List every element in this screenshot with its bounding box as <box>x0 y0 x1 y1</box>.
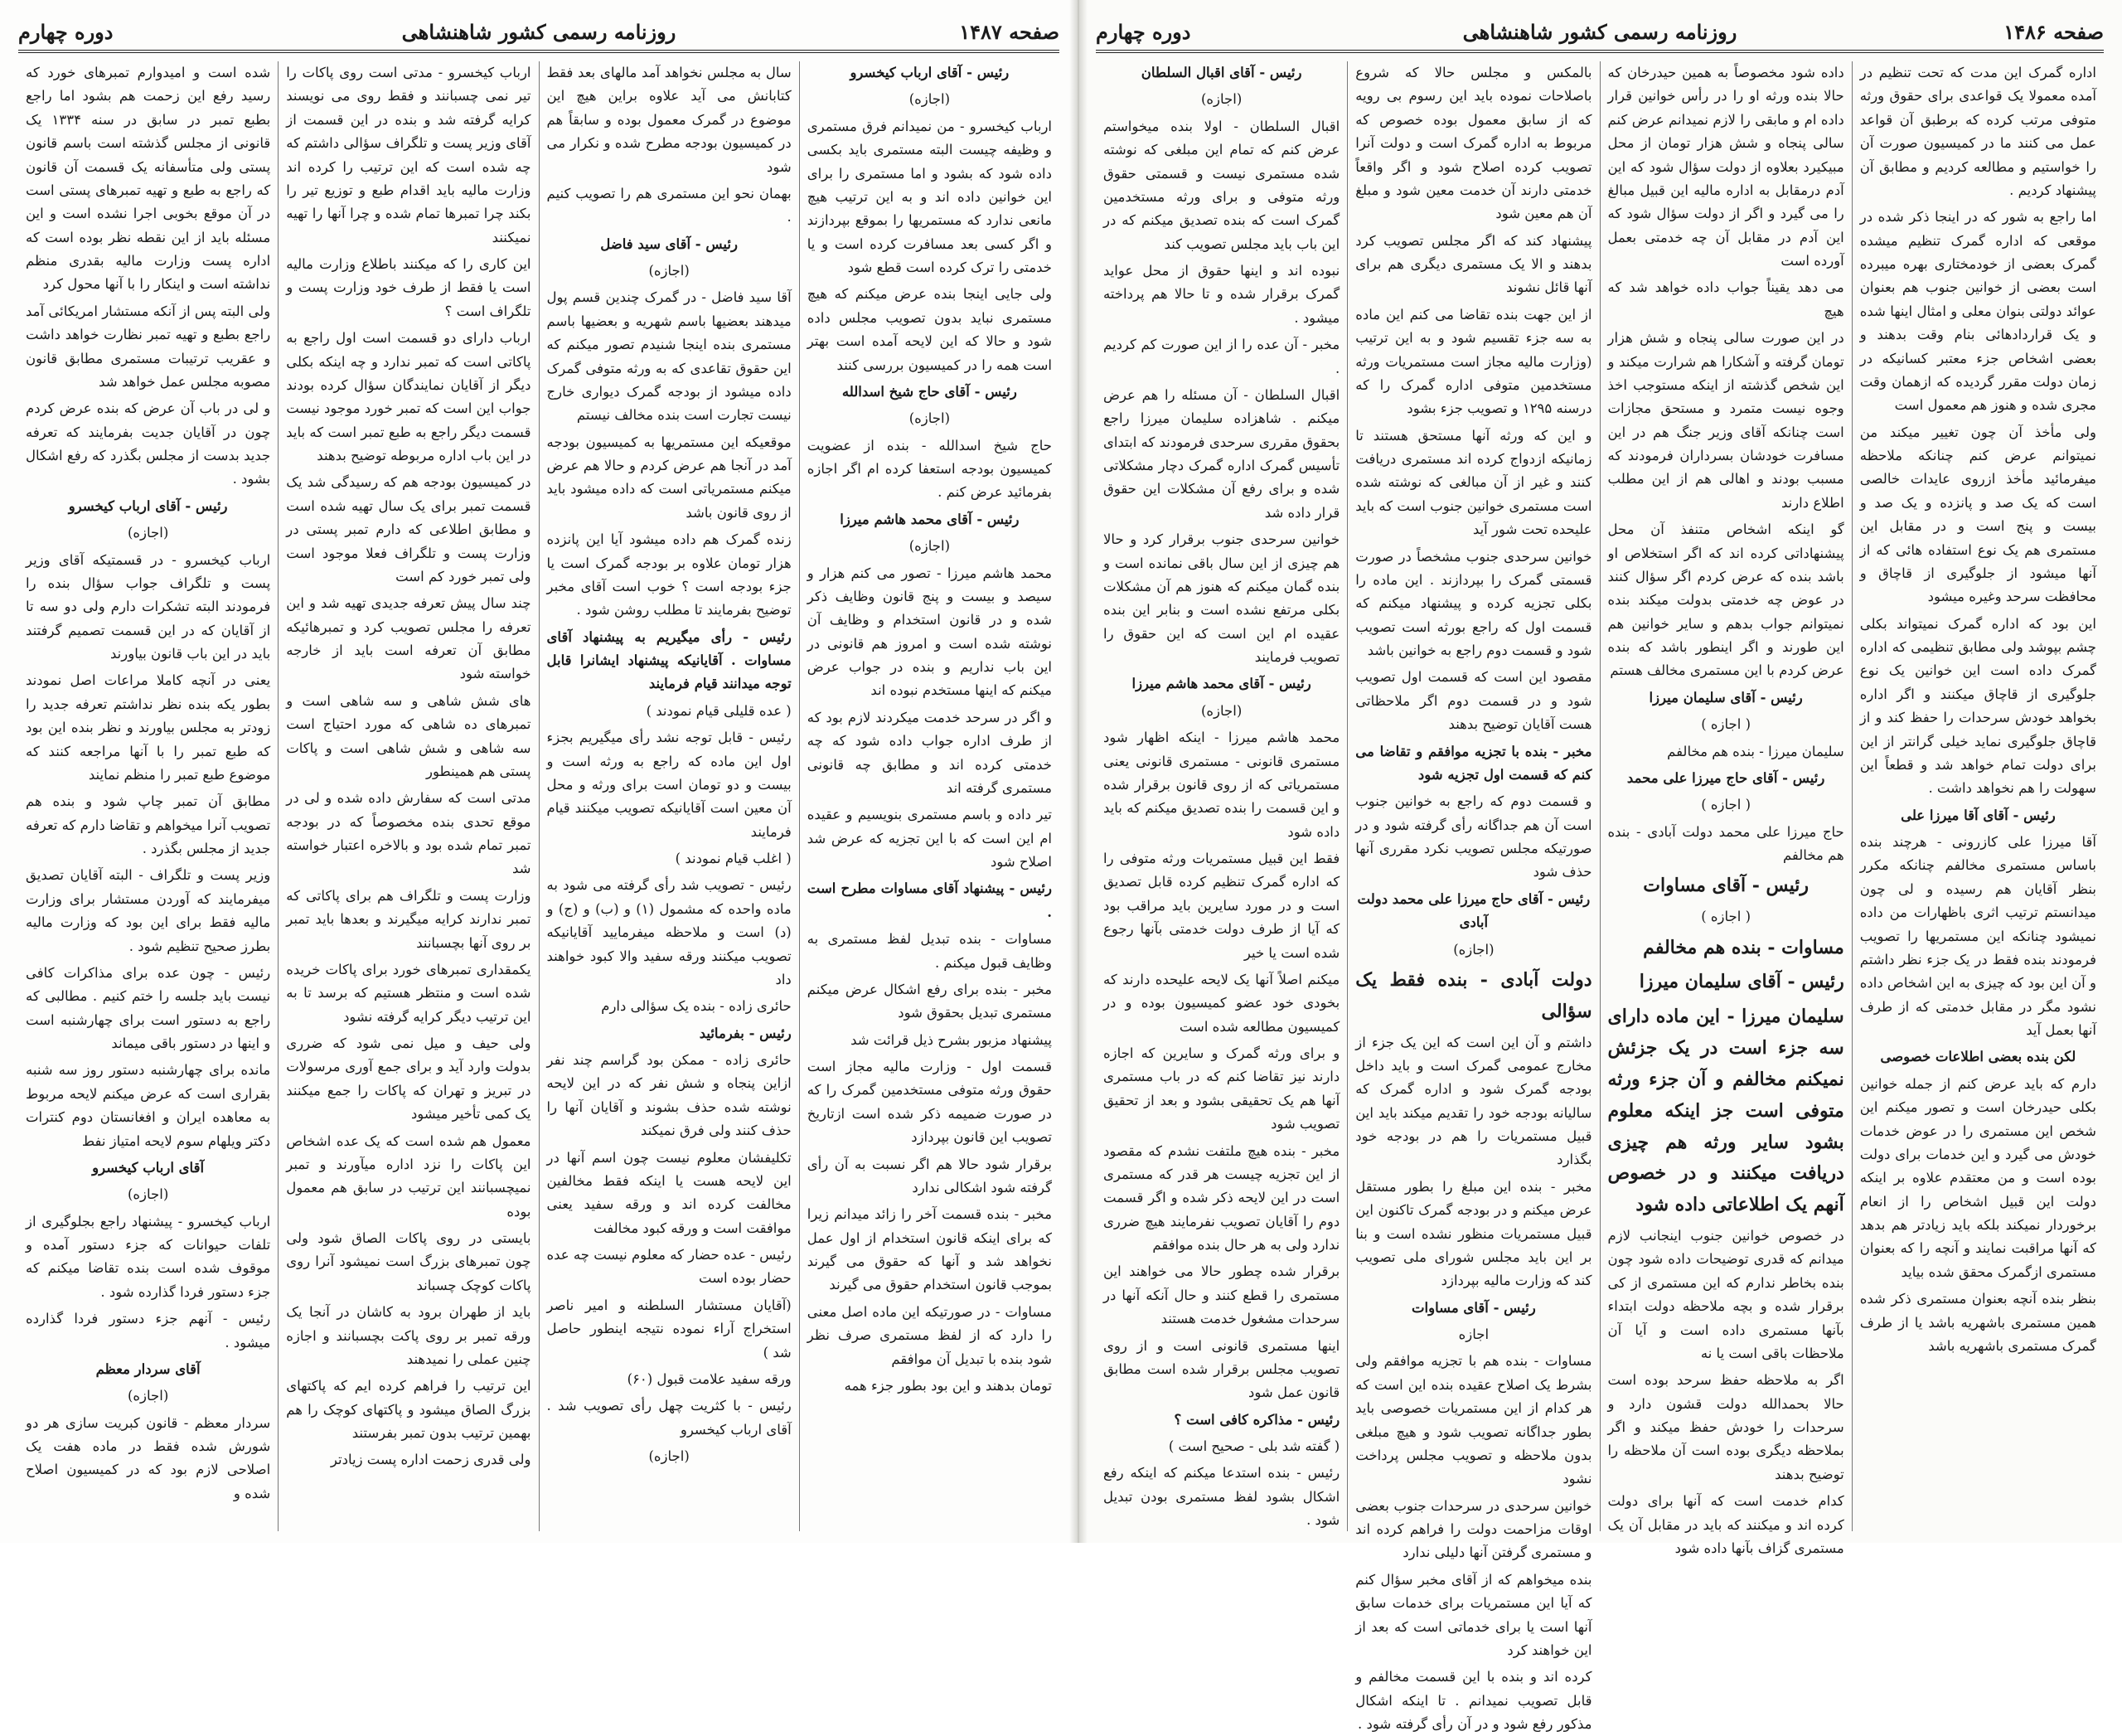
text-paragraph: ( عده قلیلی قیام نمودند ) <box>646 702 792 719</box>
text-paragraph: ولی البته پس از آنکه مستشار امریکائی آمد راجع بطبع و تهیه تمبر نظارت خواهد داشت و عقریب ترتیبات مستمری مطابق قانون مصوبه مجلس عمل خواهد شد <box>26 303 271 390</box>
text-paragraph: رئیس - با کثریت چهل رأی تصویب شد . آقای ارباب کیخسرو <box>546 1398 792 1438</box>
text-paragraph: تیر داده و باسم مستمری بنویسیم و عقیده ام این است که با این تجزیه که عرض شد اصلاح شود <box>807 807 1052 870</box>
text-paragraph: پیشنهاد مزبور بشرح ذیل قرائت شد <box>850 1031 1052 1048</box>
text-paragraph: از این جهت بنده تقاضا می کنم این ماده به سه جزء تقسیم شود و به این ترتیب (وزارت مالیه مجاز است مستمریات ورثه مستخدمین متوفی اداره گمرک را که درسنه ۱۲۹۵ و تصویب جزء بشود <box>1355 306 1592 417</box>
text-paragraph: ارباب کیخسرو - پیشنهاد راجع بجلوگیری از تلفات حیوانات که جزء دستور آمده و موقوف شده است بنده تقاضا میکنم که جزء دستور فردا گذارده شود . <box>26 1213 271 1300</box>
text-paragraph: و لی در باب آن عرض که بنده عرض کردم چون در آقایان جدیت بفرمایند که تعرفه جدید بدست از مجلس بگذرد که رفع اشکال بشود . <box>26 400 271 487</box>
text-paragraph: سلیمان میرزا - بنده هم مخالفم <box>1667 743 1844 759</box>
text-paragraph: بهمان نحو این مستمری هم را تصویب کنیم . <box>546 185 792 225</box>
bold-statement: سلیمان میرزا - این ماده دارای سه جزء است در یک جزئش نمیکنم مخالفم و آن جزء ورثه متوفی است جز اینکه معلوم بشود سایر ورثه هم چیزی دریافت میکنند و در خصوص آنهم یک اطلاعاتی داده شود <box>1607 1006 1844 1216</box>
permission-note: ( اجازه ) <box>1701 797 1751 813</box>
text-paragraph: ولی قدری زحمت اداره پست زیادتر <box>330 1452 531 1468</box>
text-paragraph: مخبر - آن عده را از این صورت کم کردیم . <box>1103 337 1340 376</box>
right-page-number: صفحه ۱۴۸۶ <box>2003 20 2104 44</box>
text-paragraph: معمول هم شده است که یک عده اشخاص این پاکات را نزد اداره میآورند و تمبر نمیچسبانند این ترتیب در سابق هم معمول بوده <box>286 1132 531 1220</box>
permission-note: (اجازه) <box>908 91 951 108</box>
speaker-line: رئیس - آقای محمد هاشم میرزا <box>840 511 1020 527</box>
speaker-line: لکن بنده بعضی اطلاعات خصوصی <box>1880 1049 2076 1065</box>
speaker-line: رئیس - آقای ارباب کیخسرو <box>850 65 1010 80</box>
bold-statement: مساوات - بنده هم مخالفم <box>1643 936 1844 958</box>
page-fold-gutter <box>1069 0 1088 1543</box>
text-paragraph: زنده گمرک هم داده میشود آیا این پانزده هزار تومان علاوه بر بودجه گمرک است یا جزء بودجه است ؟ خوب است آقای مخبر توضیح بفرمایند تا مطلب روشن شود . <box>546 531 792 618</box>
text-paragraph: میکنم اصلاً آنها یک لایحه علیحده دارند که بخودی خود عضو کمیسیون بوده و در کمیسیون مطالعه شده است <box>1103 971 1340 1035</box>
text-paragraph: ولی مأخذ آن چون تغییر میکند من نمیتوانم عرض کنم چنانکه ملاحظه میفرمائید مأخذ ازروی عایدات خالصی است که یک صد و پانزده و یک صد و بیست و پنج است و در مقابل این مستمری هم یک نوع استفاده هائی که از آنها میشود از جلوگیری از قاچاق و محافظت سرحد وغیره میشود <box>1859 424 2096 605</box>
text-paragraph: داده شود مخصوصاً به همین حیدرخان که حالا بنده ورثه او را در رأس خوانین قرار داده ام و مابقی را لازم نمیدانم عرض کنم سالی پنجاه و شش هزار تومان از محل مبیکیرد بعلاوه از دولت سؤال شود که این آدم درمقابل به اداره مالیه این قبیل مبالغ را می گیرد و اگر از دولت سؤال شود که این آدم در مقابل آن چه خدمتی بعمل آورده است <box>1607 65 1844 269</box>
text-paragraph: سردار معظم - قانون کبریت سازی هر دو شورش شده فقط در ماده هفت یک اصلاحی لازم بود که در کمیسیون اصلاح شده و <box>26 1414 271 1501</box>
text-paragraph: بنده میخواهم که از آقای مخبر سؤال کنم که آیا این مستمریات برای خدمات سابق آنها است یا برای خدماتی است که بعد از این خواهند کرد <box>1355 1571 1592 1658</box>
text-paragraph: سال به مجلس نخواهد آمد مالهای بعد فقط کتابانش می آید علاوه براین هیچ این موضوع در گمرک معمول بوده و سابقاً هم در کمیسیون بودجه مطرح شده و نکرار می شود <box>546 65 792 175</box>
speaker-line: رئیس - آقای محمد هاشم میرزا <box>1131 676 1311 692</box>
text-paragraph: اگر به ملاحظه حفظ سرحد بوده است حالا بحمدالله دولت قشون دارد و سرحدات را خودش حفظ میکند و اگر بملاحظه دیگری بوده است آن ملاحظه را توضیح بدهند <box>1607 1372 1844 1482</box>
text-paragraph: این ترتیب را فراهم کرده ایم که پاکتهای بزرگ الصاق میشود و پاکتهای کوچک را هم بهمین ترتیب بدون تمبر بفرستند <box>286 1378 531 1441</box>
text-paragraph: کرده اند و بنده با این قسمت مخالفم و قابل تصویب نمیدانم . تا اینکه اشکال مذکور رفع شود و در آن رأی گرفته شود . <box>1355 1669 1592 1733</box>
permission-note: (اجازه) <box>648 263 690 279</box>
bold-statement: رئیس - آقای سلیمان میرزا <box>1639 971 1844 993</box>
speaker-line: رئیس - آقای حاج میرزا علی محمد <box>1626 769 1825 786</box>
left-page-header <box>18 12 1059 53</box>
text-paragraph: مخبر - بنده این مبلغ را بطور مستقل عرض میکنم و در بودجه گمرک تاکنون این قبیل مستمریات منظور نشده است و بنا بر این باید مجلس شورای ملی تصویب کند که وزارت مالیه بپردازد <box>1355 1178 1592 1289</box>
text-paragraph: این کاری را که میکنند باطلاع وزارت مالیه است یا فقط از طرف خود وزارت پست و تلگراف است ؟ <box>286 256 531 319</box>
text-paragraph: ارباب کیخسرو - من نمیدانم فرق مستمری و وظیفه چیست البته مستمری باید بکسی داده شود که بشود و اما مستمری را برای این خوانین داده اند و به این ترتیب هیچ مانعی ندارد که مستمریها را بموقع بپردازند و اگر کسی بعد مسافرت کرده است و یا خدمتی را ترک کرده است قطع شود <box>807 118 1052 275</box>
text-paragraph: نبوده اند و اینها حقوق از محل عواید گمرک برقرار شده و تا حالا هم پرداخته میشود . <box>1103 263 1340 326</box>
text-paragraph: آقا سید فاضل - در گمرک چندین قسم پول میدهند بعضیها باسم شهریه و بعضیها باسم مستمری بنده اینجا شنیدم تصور میکنم که این حقوق تقاعدی که به ورثه متوفی گمرک داده میشود از بودجه گمرک دیواری خارج نیست تجارت است بنده مخالف نیستم <box>546 289 792 424</box>
text-paragraph: مقصود این است که قسمت اول تصویب شود و در قسمت دوم اگر ملاحظاتی هست آقایان توضیح بدهند <box>1355 669 1592 733</box>
permission-note: (اجازه) <box>127 1186 169 1203</box>
speaker-line: رئیس - آقای مساوات <box>1412 1299 1536 1316</box>
speaker-line: رئیس - بفرمائید <box>699 1025 792 1041</box>
text-paragraph: ارباب کیخسرو - مدتی است روی پاکات را تیر نمی چسبانند و فقط روی می نویسند کرایه گرفته شد و بنده در این قسمت از آقای وزیر پست و تلگراف سؤالی داشتم که چه شده است که این ترتیب را کرده اند وزارت مالیه باید اقدام طبع و توزیع تیر را بکند چرا تمبرها تمام شده و چرا آنها را تهیه نمیکنند <box>286 65 531 245</box>
text-paragraph: رئیس - آنهم جزء دستور فردا گذارده میشود . <box>26 1311 271 1350</box>
text-paragraph: ولی جایی اینجا بنده عرض میکنم که هیچ مستمری نباید بدون تصویب مجلس داده شود و حالا که این لایحه آمده است بهتر است همه را در کمیسیون بررسی کنند <box>807 286 1052 373</box>
right-column-4 <box>1096 61 1347 1531</box>
text-paragraph: خوانین سرحدی جنوب مشخصاً در صورت قسمتی گمرک را بپردازند . این ماده را بکلی تجزیه کرده و پیشنهاد میکنم که قسمت اول که راجع بورثه است تصویب شود و قسمت دوم راجع به خوانین باشد <box>1355 548 1592 658</box>
text-paragraph: و برای ورثه گمرک و سایرین که اجازه دارند نیز تقاضا کنم که در باب مستمری آنها هم یک تحقیقی بشود و بعد از تحقیق تصویب شود <box>1103 1045 1340 1132</box>
text-paragraph: ولی حیف و میل نمی شود که ضرری بدولت وارد آید و برای جمع آوری مرسولات در تبریز و تهران که پاکات را جمع میکنند یک کمی تأخیر میشود <box>286 1035 531 1123</box>
speaker-line: آقای سردار معظم <box>95 1360 201 1377</box>
speaker-line: رئیس - آقای اقبال السلطان <box>1141 65 1302 80</box>
right-column-1 <box>1852 61 2104 1531</box>
text-paragraph: ( اغلب قیام نمودند ) <box>675 851 792 866</box>
bold-statement: دولت آبادی - بنده فقط یک سؤالی <box>1355 968 1592 1022</box>
permission-note: (اجازه) <box>648 1448 690 1464</box>
right-page-columns <box>1096 61 2104 1733</box>
left-column-3 <box>278 61 538 1531</box>
text-paragraph: در خصوص خوانین جنوب اینجانب لازم میدانم که قدری توضیحات داده شود چون بنده بخاطر ندارم که این مستمری از کی برقرار شده و بچه ملاحظه دولت ابتداء بآنها مستمری داده است و آیا آن ملاحظات باقی است یا نه <box>1607 1228 1844 1361</box>
right-page-title: روزنامه رسمی کشور شاهنشاهی <box>1462 20 1737 44</box>
speaker-line: مخبر - بنده با تجزیه موافقم و تقاضا می کنم که قسمت اول تجزیه شود <box>1355 743 1592 783</box>
text-paragraph: حائری زاده - ممکن بود گراسم چند نفر ازاین پنجاه و شش نفر که در این لایحه نوشته شده حذف بشوند و آقایان آنها را حذف کنند ولی فرق نمیکند <box>546 1052 792 1139</box>
text-paragraph: مخبر - بنده برای رفع اشکال عرض میکنم مستمری تبدیل بحقوق شود <box>807 981 1052 1021</box>
text-paragraph: وزیر پست و تلگراف - البته آقایان تصدیق میفرمایند که آوردن مستشار برای وزارت مالیه فقط برای این بود که وزارت مالیه بطرز صحیح تنظیم شود . <box>26 867 271 954</box>
permission-note: (اجازه) <box>127 1388 169 1404</box>
text-paragraph: بایستی در روی پاکات الصاق شود ولی چون تمبرهای بزرگ است نمیشود آنرا روی پاکات کوچک چسباند <box>286 1230 531 1293</box>
text-paragraph: محمد هاشم میرزا - اینکه اظهار شود مستمری قانونی - مستمری قانونی یعنی مستمریاتی که از روی قانون برقرار شده و این قسمت را بنده تصدیق میکنم که باید داده شود <box>1103 730 1340 840</box>
text-paragraph: مطابق آن تمبر چاپ شود و بنده هم تصویب آنرا میخواهم و تقاضا دارم که تعرفه جدید از مجلس بگذرد . <box>26 793 271 856</box>
text-paragraph: آقا میرزا علی کازرونی - هرچند بنده باساس مستمری مخالفم چنانکه مکرر بنظر آقایان هم رسیده و لی چون میدانستم ترتیب اثری باظهارات من داده نمیشود چنانکه این مستمریها را تصویب فرمودند بنده فقط در یک جزء نظر داشتم و آن این بود که چیزی به این اشخاص داده نشود مگر در مقابل خدمتی که از طرف آنها بعمل آید <box>1859 834 2096 1038</box>
text-paragraph: بالمکس و مجلس حالا که شروع باصلاحات نموده باید این رسوم بی رویه که از سابق معمول بوده خصوص که مربوط به اداره گمرک است و دولت آنرا تصویب کرده اصلاح شود و اگر واقعاً خدمتی دارند آن خدمت معین شود و مبلغ آن هم معین شود <box>1355 65 1592 222</box>
text-paragraph: مخبر - بنده هیچ ملتفت نشدم که مقصود از این تجزیه چیست هر قدر که مستمری است در این لایحه ذکر شده و اگر قسمت دوم را آقایان تصویب نفرمایند هیچ ضرری ندارد ولی به هر حال بنده موافقم <box>1103 1142 1340 1253</box>
left-column-1 <box>799 61 1059 1531</box>
text-paragraph: رئیس - عده حضار که معلوم نیست چه عده حضار بوده است <box>546 1247 792 1287</box>
text-paragraph: خوانین سرحدی در سرحدات جنوب بعضی اوقات مزاحمت دولت را فراهم کرده اند و مستمری گرفتن آنها دلیلی ندارد <box>1355 1497 1592 1561</box>
text-paragraph: اقبال السلطان - آن مسئله را هم عرض میکنم . شاهزاده سلیمان میرزا راجع بحقوق مقرری سرحدی فرمودند که ابتدای تأسیس گمرک اداره گمرک دچار مشکلاتی شده و برای رفع آن مشکلات این حقوق قرار داده شد <box>1103 386 1340 521</box>
left-page-period: دوره چهارم <box>18 20 114 44</box>
speaker-line: رئیس - پیشنهاد آقای مساوات مطرح است . <box>807 880 1052 920</box>
text-paragraph: رئیس - قابل توجه نشد رأی میگیریم بجزء اول این ماده که راجع به ورثه است و بیست و دو تومان است برای ورثه و محل آن معین است آقایانیکه تصویب میکنند قیام فرمایند <box>546 730 792 840</box>
permission-note: ( اجازه ) <box>1701 909 1751 925</box>
text-paragraph: های شش شاهی و سه شاهی است و تمبرهای ده شاهی که مورد احتیاج است سه شاهی و شش شاهی است و پاکات پستی هم همینطور <box>286 692 531 779</box>
speaker-line: رئیس - آقای حاج شیخ اسدالله <box>841 383 1017 400</box>
text-paragraph: ارباب دارای دو قسمت است اول راجع به پاکاتی است که تمبر ندارد و چه اینکه بکلی دیگر از آقایان نمایندگان سؤال کرده بودند جواب این است که تمبر خورد موجود نیست قسمت دیگر راجع به طبع تمبر است که باید در این باب اداره مربوطه توضیح بدهند <box>286 330 531 463</box>
text-paragraph: موقعیکه این مستمریها به کمیسیون بودجه آمد در آنجا هم عرض کردم و حالا هم عرض میکنم مستمریاتی است که داده میشود باید از روی قانون باشد <box>546 434 792 521</box>
permission-note: اجازه <box>1458 1326 1490 1343</box>
right-column-2 <box>1600 61 1852 1556</box>
permission-note: (اجازه) <box>1453 941 1495 958</box>
right-page-header <box>1096 12 2104 53</box>
text-paragraph: و این که ورثه آنها مستحق هستند تا زمانیکه ازدواج کرده اند مستمری دریافت کنند و غیر از آن مبالغی که نوشته شده است مستمری خوانین جنوب است که باید علیحده تحت شور آید <box>1355 427 1592 538</box>
text-paragraph: و قسمت دوم که راجع به خوانین جنوب است آن هم جداگانه رأی گرفته شود و در صورتیکه مجلس تصویب نکرد مقرری آنها حذف شود <box>1355 793 1592 880</box>
speaker-line: رئیس - آقای حاج میرزا علی محمد دولت آبادی <box>1357 890 1591 931</box>
speaker-line: رئیس - آقای سلیمان میرزا <box>1649 689 1803 706</box>
permission-note: ( اجازه ) <box>1701 716 1751 733</box>
text-paragraph: فقط این قبیل مستمریات ورثه متوفی را که اداره گمرک تنظیم کرده قابل تصدیق است و در مورد سایرین باید مراقب بود که آیا از طرف دولت خدمتی بآنها رجوع شده است یا خیر <box>1103 851 1340 961</box>
text-paragraph: رئیس - چون عده برای مذاکرات کافی نیست باید جلسه را ختم کنیم . مطالبی که راجع به دستور است برای چهارشنبه است و اینها در دستور باقی میماند <box>26 964 271 1051</box>
speaker-line: رئیس - مذاکره کافی است ؟ <box>1174 1411 1340 1428</box>
text-paragraph: محمد هاشم میرزا - تصور می کنم هزار و سیصد و بیست و پنج قانون وظایف ذکر شده و در قانون استخدام و وظایف آن نوشته شده است و امروز هم قانونی در این باب نداریم و بنده در جواب عرض میکنم که اینها مستخدم نبوده اند <box>807 565 1052 699</box>
text-paragraph: شده است و امیدوارم تمبرهای خورد که رسید رفع این زحمت هم بشود اما راجع بطبع تمبر در سابق در سنه ۱۳۳۴ یک قانونی از مجلس گذشته است باسم قانون پستی ولی متأسفانه یک قسمت آن قانون که راجع به طبع و تهیه تمبرهای پستی است در آن موقع بخوبی اجرا نشده است و این مسئله باید از این نقطه نظر بوده است که اداره پست وزارت مالیه بقدری منظم نداشته است و اینکار را با آنها محول کرد <box>26 65 271 293</box>
text-paragraph: گو اینکه اشخاص متنفذ آن محل پیشنهاداتی کرده اند که اگر استخلاص او باشد بنده که عرض کردم اگر سؤال کنند در عوض چه خدمتی بدولت میکند بنده نمیتوانم جواب بدهم و سایر خوانین هم این طورند و اگر اینطور باشد که بنده عرض کردم با این مستمری مخالف هستم <box>1607 521 1844 679</box>
text-paragraph: اما راجع به شور که در اینجا ذکر شده در موقعی که اداره گمرک تنظیم میشده گمرک بعضی از خودمختاری بهره میبرده است بعضی از خوانین جنوب هم بعنوان عوائد دولتی بنوان معلی و امثال اینها شده و یک قراردادهائی بنام وقت بدهند و بعضی اشخاص جزء معتبر کسانیکه در زمان دولت مقرر گردیده که ازهمان وقت مجری شده و هنوز هم معمول است <box>1859 209 2096 414</box>
permission-note: (اجازه) <box>127 525 169 541</box>
text-paragraph: تومان بدهند و این بود بطور جزء همه <box>844 1377 1052 1394</box>
text-paragraph: پیشنهاد کند که اگر مجلس تصویب کرد بدهند و الا یک مستمری دیگری هم برای آنها قائل نشوند <box>1355 232 1592 296</box>
text-paragraph: خوانین سرحدی جنوب برقرار کرد و حالا هم چیزی از این سال باقی نمانده است و بنده گمان میکنم که هنوز هم آن مشکلات بکلی مرتفع نشده است و بنابر این بنده عقیده ام این است که این حقوق را تصویب فرمایند <box>1103 531 1340 665</box>
text-paragraph: چند سال پیش تعرفه جدیدی تهیه شد و این تعرفه را مجلس تصویب کرد و تمبرهائیکه مطابق آن تعرفه است باید از خارجه خواسته شود <box>286 595 531 682</box>
text-paragraph: ( گفته شد بلی - صحیح است ) <box>1168 1438 1340 1454</box>
text-paragraph: حاج شیخ اسدالله - بنده از عضویت کمیسیون بودجه استعفا کرده ام اگر اجازه بفرمائید عرض کنم . <box>807 437 1052 501</box>
text-paragraph: در این صورت سالی پنجاه و شش هزار تومان گرفته و آشکارا هم شرارت میکند و این شخص گذشته از اینکه مستوجب اخذ وجوه نیست متمرد و مستحق مجازات است چنانکه آقای وزیر جنگ هم در این مسافرت خودشان بسرداران فرمودند که مسبب بودند و اهالی هم از این مطلب اطلاع دارند <box>1607 330 1844 511</box>
text-paragraph: کدام خدمت است که آنها برای دولت کرده اند و میکنند که باید در مقابل آن یک مستمری گزاف بآنها داده شود <box>1607 1493 1844 1556</box>
text-paragraph: تکلیفشان معلوم نیست چون اسم آنها در این لایحه هست یا اینکه فقط مخالفین مخالفت کرده اند و ورقه سفید یعنی موافقت است و ورقه کبود مخالفت <box>546 1149 792 1236</box>
permission-note: (اجازه) <box>908 410 951 427</box>
text-paragraph: مانده برای چهارشنبه دستور روز سه شنبه بقراری است که عرض میکنم لایحه مربوط به معاهده ایران و افغانستان دوم کنترات دکتر ویلهام سوم لایحه امتیاز نفط <box>26 1062 271 1149</box>
speaker-line: رئیس - آقای ارباب کیخسرو <box>68 497 228 514</box>
text-paragraph: رئیس - تصویب شد رأی گرفته می شود به ماده واحده که مشمول (۱) و (ب) و (ج) و (د) است و ملاحظه میفرمایید آقایانیکه تصویب میکنند ورقه سفید والا کبود خواهند داد <box>546 877 792 987</box>
text-paragraph: بنظر بنده آنچه بعنوان مستمری ذکر شده همین مستمری باشهریه باشد یا از طرف گمرک مستمری باشهریه باشد <box>1859 1291 2096 1354</box>
permission-note: (اجازه) <box>1200 91 1243 108</box>
text-paragraph: می دهد یقیناً جواب داده خواهد شد که هیچ <box>1607 279 1844 319</box>
left-column-4 <box>18 61 278 1531</box>
text-paragraph: قسمت اول - وزارت مالیه مجاز است حقوق ورثه متوفی مستخدمین گمرک را که در صورت ضمیمه ذکر شده است ازتاریخ تصویب این قانون بپردازد <box>807 1059 1052 1146</box>
right-page <box>1078 0 2122 1733</box>
text-paragraph: این بود که اداره گمرک نمیتواند بکلی چشم بپوشد ولی مطابق تنظیمی که اداره گمرک داده است این خوانین یک نوع جلوگیری از قاچاق میکنند و اگر اداره بخواهد خودش سرحدات را حفظ کند و از قاچاق جلوگیری نماید خیلی گرانتر از این برای دولت تمام خواهد شد و قطعاً این سهولت را هم نخواهد داشت . <box>1859 615 2096 797</box>
text-paragraph: یکمقداری تمبرهای خورد برای پاکات خریده شده است و منتظر هستیم که برسد تا به این ترتیب دیگر کرایه گرفته نشود <box>286 961 531 1025</box>
text-paragraph: رئیس - بنده استدعا میکنم که اینکه رفع اشکال بشود لفظ مستمری بودن تبدیل شود . <box>1103 1465 1340 1529</box>
text-paragraph: حائری زاده - بنده یک سؤالی دارم <box>601 998 792 1015</box>
text-paragraph: برقرار شده چطور حالا می خواهند این مستمری را قطع کنند و حال آنکه آنها در سرحدات مشغول خدمت هستند <box>1103 1263 1340 1327</box>
text-paragraph: ارباب کیخسرو - در قسمتیکه آقای وزیر پست و تلگراف جواب سؤال بنده را فرمودند البته تشکرات دارم ولی دو سه تا از آقایان که در این قسمت تصمیم گرفتند باید در این باب قانون بیاورند <box>26 551 271 662</box>
text-paragraph: دارم که باید عرض کنم از جمله خوانین بکلی حیدرخان است و تصور میکنم این شخص این مستمری را در عوض خدمات خودش می گیرد و این خدمات برای دولت بوده است و من معتقدم علاوه بر اینکه دولت این قبیل اشخاص را از انعام برخوردار نمیکند بلکه باید زیادتر هم بدهد که آنها مراقبت نمایند و آنچه را که بعنوان مستمری ازگمرک محقق شده بیاید <box>1859 1075 2096 1280</box>
text-paragraph: در کمیسیون بودجه هم که رسیدگی شد یک قسمت تمبر برای یک سال تهیه شده است و مطابق اطلاعی که دارم تمبر پستی در وزارت پست و تلگراف فعلا موجود است ولی تمبر خورد کم است <box>286 474 531 584</box>
right-column-3 <box>1347 61 1599 1733</box>
speaker-line: آقای ارباب کیخسرو <box>92 1159 205 1176</box>
text-paragraph: اینها مستمری قانونی است و از روی تصویب مجلس برقرار شده است مطابق قانون عمل شود <box>1103 1337 1340 1401</box>
bold-statement: رئیس - آقای مساوات <box>1643 875 1809 897</box>
text-paragraph: مساوات - بنده تبدیل لفظ مستمری به وظایف قبول میکنم . <box>807 931 1052 971</box>
speaker-line: رئیس - رأی میگیریم به پیشنهاد آقای مساوات . آقایانیکه پیشنهاد ایشانرا قابل توجه میدانند قیام فرمایند <box>546 628 792 692</box>
speaker-line: رئیس - آقای سید فاضل <box>600 235 738 252</box>
permission-note: (اجازه) <box>1200 702 1243 719</box>
text-paragraph: باید از طهران برود به کاشان در آنجا یک ورقه تمبر بر روی پاکت بچسبانند و اجازه چنین عملی را نمیدهند <box>286 1304 531 1367</box>
text-paragraph: مساوات - در صورتیکه این ماده اصل معنی را دارد که از لفظ مستمری صرف نظر شود بنده با تبدیل آن موافقم <box>807 1303 1052 1367</box>
text-paragraph: (آقایان مستشار السلطنه و امیر ناصر استخراج آراء نموده نتیجه اینطور حاصل شد ) <box>546 1297 792 1360</box>
text-paragraph: یعنی در آنچه کاملا مراعات اصل نمودند بطور یکه بنده نظر نداشتم تعرفه جدید را زودتر به مجلس بیاورند و نظر بنده این بود که طبع تمبر را با آنها مراجعه کنند که موضوع طبع تمبر را منظم نمایند <box>26 672 271 783</box>
text-paragraph: داشتم و آن این است که این یک جزء از مخارج عمومی گمرک است و باید داخل بودجه گمرک شود و اداره گمرک که سالیانه بودجه خود را تقدیم میکند باید این قبیل مستمریات را هم در بودجه خود بگذارد <box>1355 1034 1592 1168</box>
text-paragraph: حاج میرزا علی محمد دولت آبادی - بنده هم مخالفم <box>1607 823 1844 863</box>
left-page-columns <box>18 61 1059 1531</box>
left-page-title: روزنامه رسمی کشور شاهنشاهی <box>401 20 676 44</box>
text-paragraph: اداره گمرک این مدت که تحت تنظیم در آمده معمولا یک قواعدی برای حقوق ورثه متوفی مرتب کرده که برطبق آن قواعد عمل می کنند ما در کمیسیون صورت آن را خواستیم و مطالعه کردیم و مطابق آن پیشنهاد کردیم . <box>1859 65 2096 198</box>
text-paragraph: اقبال السلطان - اولا بنده میخواستم عرض کنم که تمام این مبلغی که نوشته شده مستمری نیست و قسمتی حقوق ورثه متوفی و برای ورثه مستخدمین گمرک است که بنده تصدیق میکنم که در این باب باید مجلس تصویب کند <box>1103 118 1340 252</box>
left-page-number: صفحه ۱۴۸۷ <box>959 20 1059 44</box>
right-page-period: دوره چهارم <box>1096 20 1191 44</box>
text-paragraph: مساوات - بنده هم با تجزیه موافقم ولی بشرط یک اصلاح عقیده بنده این است که هر کدام از این مستمریات خصوصی باید بطور جداگانه تصویب شود و هیچ مبلغی بدون ملاحظه و تصویب مجلس پرداخت نشود <box>1355 1353 1592 1487</box>
text-paragraph: وزارت پست و تلگراف هم برای پاکاتی که تمبر ندارند کرایه میگیرند و بعدها باید تمبر بر روی آنها بچسبانند <box>286 887 531 951</box>
left-column-2 <box>539 61 799 1531</box>
left-page <box>0 0 1078 1543</box>
permission-note: (اجازه) <box>908 538 951 555</box>
text-paragraph: ورقه سفید علامت قبول (۶۰) <box>627 1370 792 1387</box>
text-paragraph: و اگر در سرحد خدمت میکردند لازم بود که از طرف اداره جواب داده شود که چه خدمتی کرده اند و مطابق چه قانونی مستمری گرفته اند <box>807 709 1052 796</box>
text-paragraph: مدتی است که سفارش داده شده و لی در موقع تحدی بنده مخصوصاً که در بودجه تمبر تمام شده بود و بالاخره اعتبار خواسته شد <box>286 790 531 877</box>
text-paragraph: برقرار شود حالا هم اگر نسبت به آن رأی گرفته شود اشکالی ندارد <box>807 1156 1052 1195</box>
speaker-line: رئیس - آقای آقا میرزا علی <box>1901 807 2056 823</box>
text-paragraph: مخبر - بنده قسمت آخر را زائد میدانم زیرا که برای اینکه قانون استخدام از اول عمل نخواهد شد و آنها که حقوق می گیرند بموجب قانون استخدام حقوق می گیرند <box>807 1206 1052 1293</box>
